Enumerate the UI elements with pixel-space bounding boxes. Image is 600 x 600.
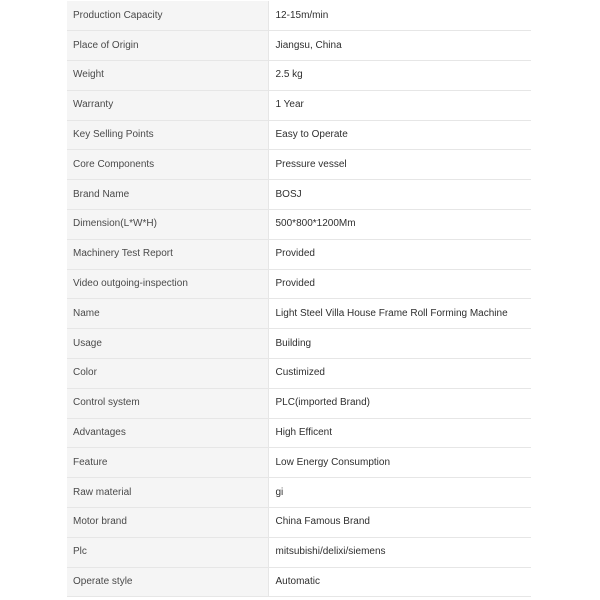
spec-row-brand-name bbox=[67, 180, 531, 210]
spec-value: 2.5 kg bbox=[268, 61, 531, 91]
spec-table-body bbox=[67, 1, 531, 597]
spec-value: Jiangsu, China bbox=[268, 31, 531, 61]
spec-label: Feature bbox=[67, 448, 268, 478]
spec-row-raw-material bbox=[67, 478, 531, 508]
spec-value: Automatic bbox=[268, 567, 531, 597]
spec-label: Control system bbox=[67, 388, 268, 418]
spec-row-motor-brand bbox=[67, 508, 531, 538]
spec-value: Low Energy Consumption bbox=[268, 448, 531, 478]
spec-label: Motor brand bbox=[67, 508, 268, 538]
spec-row-operate-style bbox=[67, 567, 531, 597]
spec-row-usage bbox=[67, 329, 531, 359]
spec-row-plc bbox=[67, 537, 531, 567]
spec-value: Custimized bbox=[268, 359, 531, 389]
spec-label: Usage bbox=[67, 329, 268, 359]
spec-row-warranty bbox=[67, 90, 531, 120]
spec-label: Brand Name bbox=[67, 180, 268, 210]
spec-value: BOSJ bbox=[268, 180, 531, 210]
spec-label: Raw material bbox=[67, 478, 268, 508]
spec-row-advantages bbox=[67, 418, 531, 448]
spec-value: mitsubishi/delixi/siemens bbox=[268, 537, 531, 567]
spec-row-production-capacity bbox=[67, 1, 531, 31]
spec-row-dimension bbox=[67, 210, 531, 240]
spec-label: Video outgoing-inspection bbox=[67, 269, 268, 299]
spec-row-video-outgoing-inspection bbox=[67, 269, 531, 299]
spec-value: 12-15m/min bbox=[268, 1, 531, 31]
spec-label: Core Components bbox=[67, 150, 268, 180]
spec-label: Advantages bbox=[67, 418, 268, 448]
spec-value: 1 Year bbox=[268, 90, 531, 120]
spec-value: High Efficent bbox=[268, 418, 531, 448]
spec-value: Pressure vessel bbox=[268, 150, 531, 180]
spec-value: Light Steel Villa House Frame Roll Forming Machine bbox=[268, 299, 531, 329]
spec-row-machinery-test-report bbox=[67, 239, 531, 269]
spec-value: Provided bbox=[268, 239, 531, 269]
spec-row-core-components bbox=[67, 150, 531, 180]
spec-row-place-of-origin bbox=[67, 31, 531, 61]
spec-value: Easy to Operate bbox=[268, 120, 531, 150]
spec-value: Provided bbox=[268, 269, 531, 299]
spec-label: Color bbox=[67, 359, 268, 389]
spec-value: China Famous Brand bbox=[268, 508, 531, 538]
spec-label: Plc bbox=[67, 537, 268, 567]
spec-value: Building bbox=[268, 329, 531, 359]
spec-label: Dimension(L*W*H) bbox=[67, 210, 268, 240]
spec-label: Operate style bbox=[67, 567, 268, 597]
spec-row-key-selling-points bbox=[67, 120, 531, 150]
spec-value: 500*800*1200Mm bbox=[268, 210, 531, 240]
spec-label: Production Capacity bbox=[67, 1, 268, 31]
spec-label: Warranty bbox=[67, 90, 268, 120]
spec-table bbox=[67, 1, 531, 597]
spec-row-control-system bbox=[67, 388, 531, 418]
spec-row-color bbox=[67, 359, 531, 389]
spec-label: Place of Origin bbox=[67, 31, 268, 61]
spec-row-weight bbox=[67, 61, 531, 91]
spec-label: Weight bbox=[67, 61, 268, 91]
spec-label: Key Selling Points bbox=[67, 120, 268, 150]
spec-row-name bbox=[67, 299, 531, 329]
spec-label: Name bbox=[67, 299, 268, 329]
spec-label: Machinery Test Report bbox=[67, 239, 268, 269]
spec-value: PLC(imported Brand) bbox=[268, 388, 531, 418]
spec-value: gi bbox=[268, 478, 531, 508]
spec-row-feature bbox=[67, 448, 531, 478]
